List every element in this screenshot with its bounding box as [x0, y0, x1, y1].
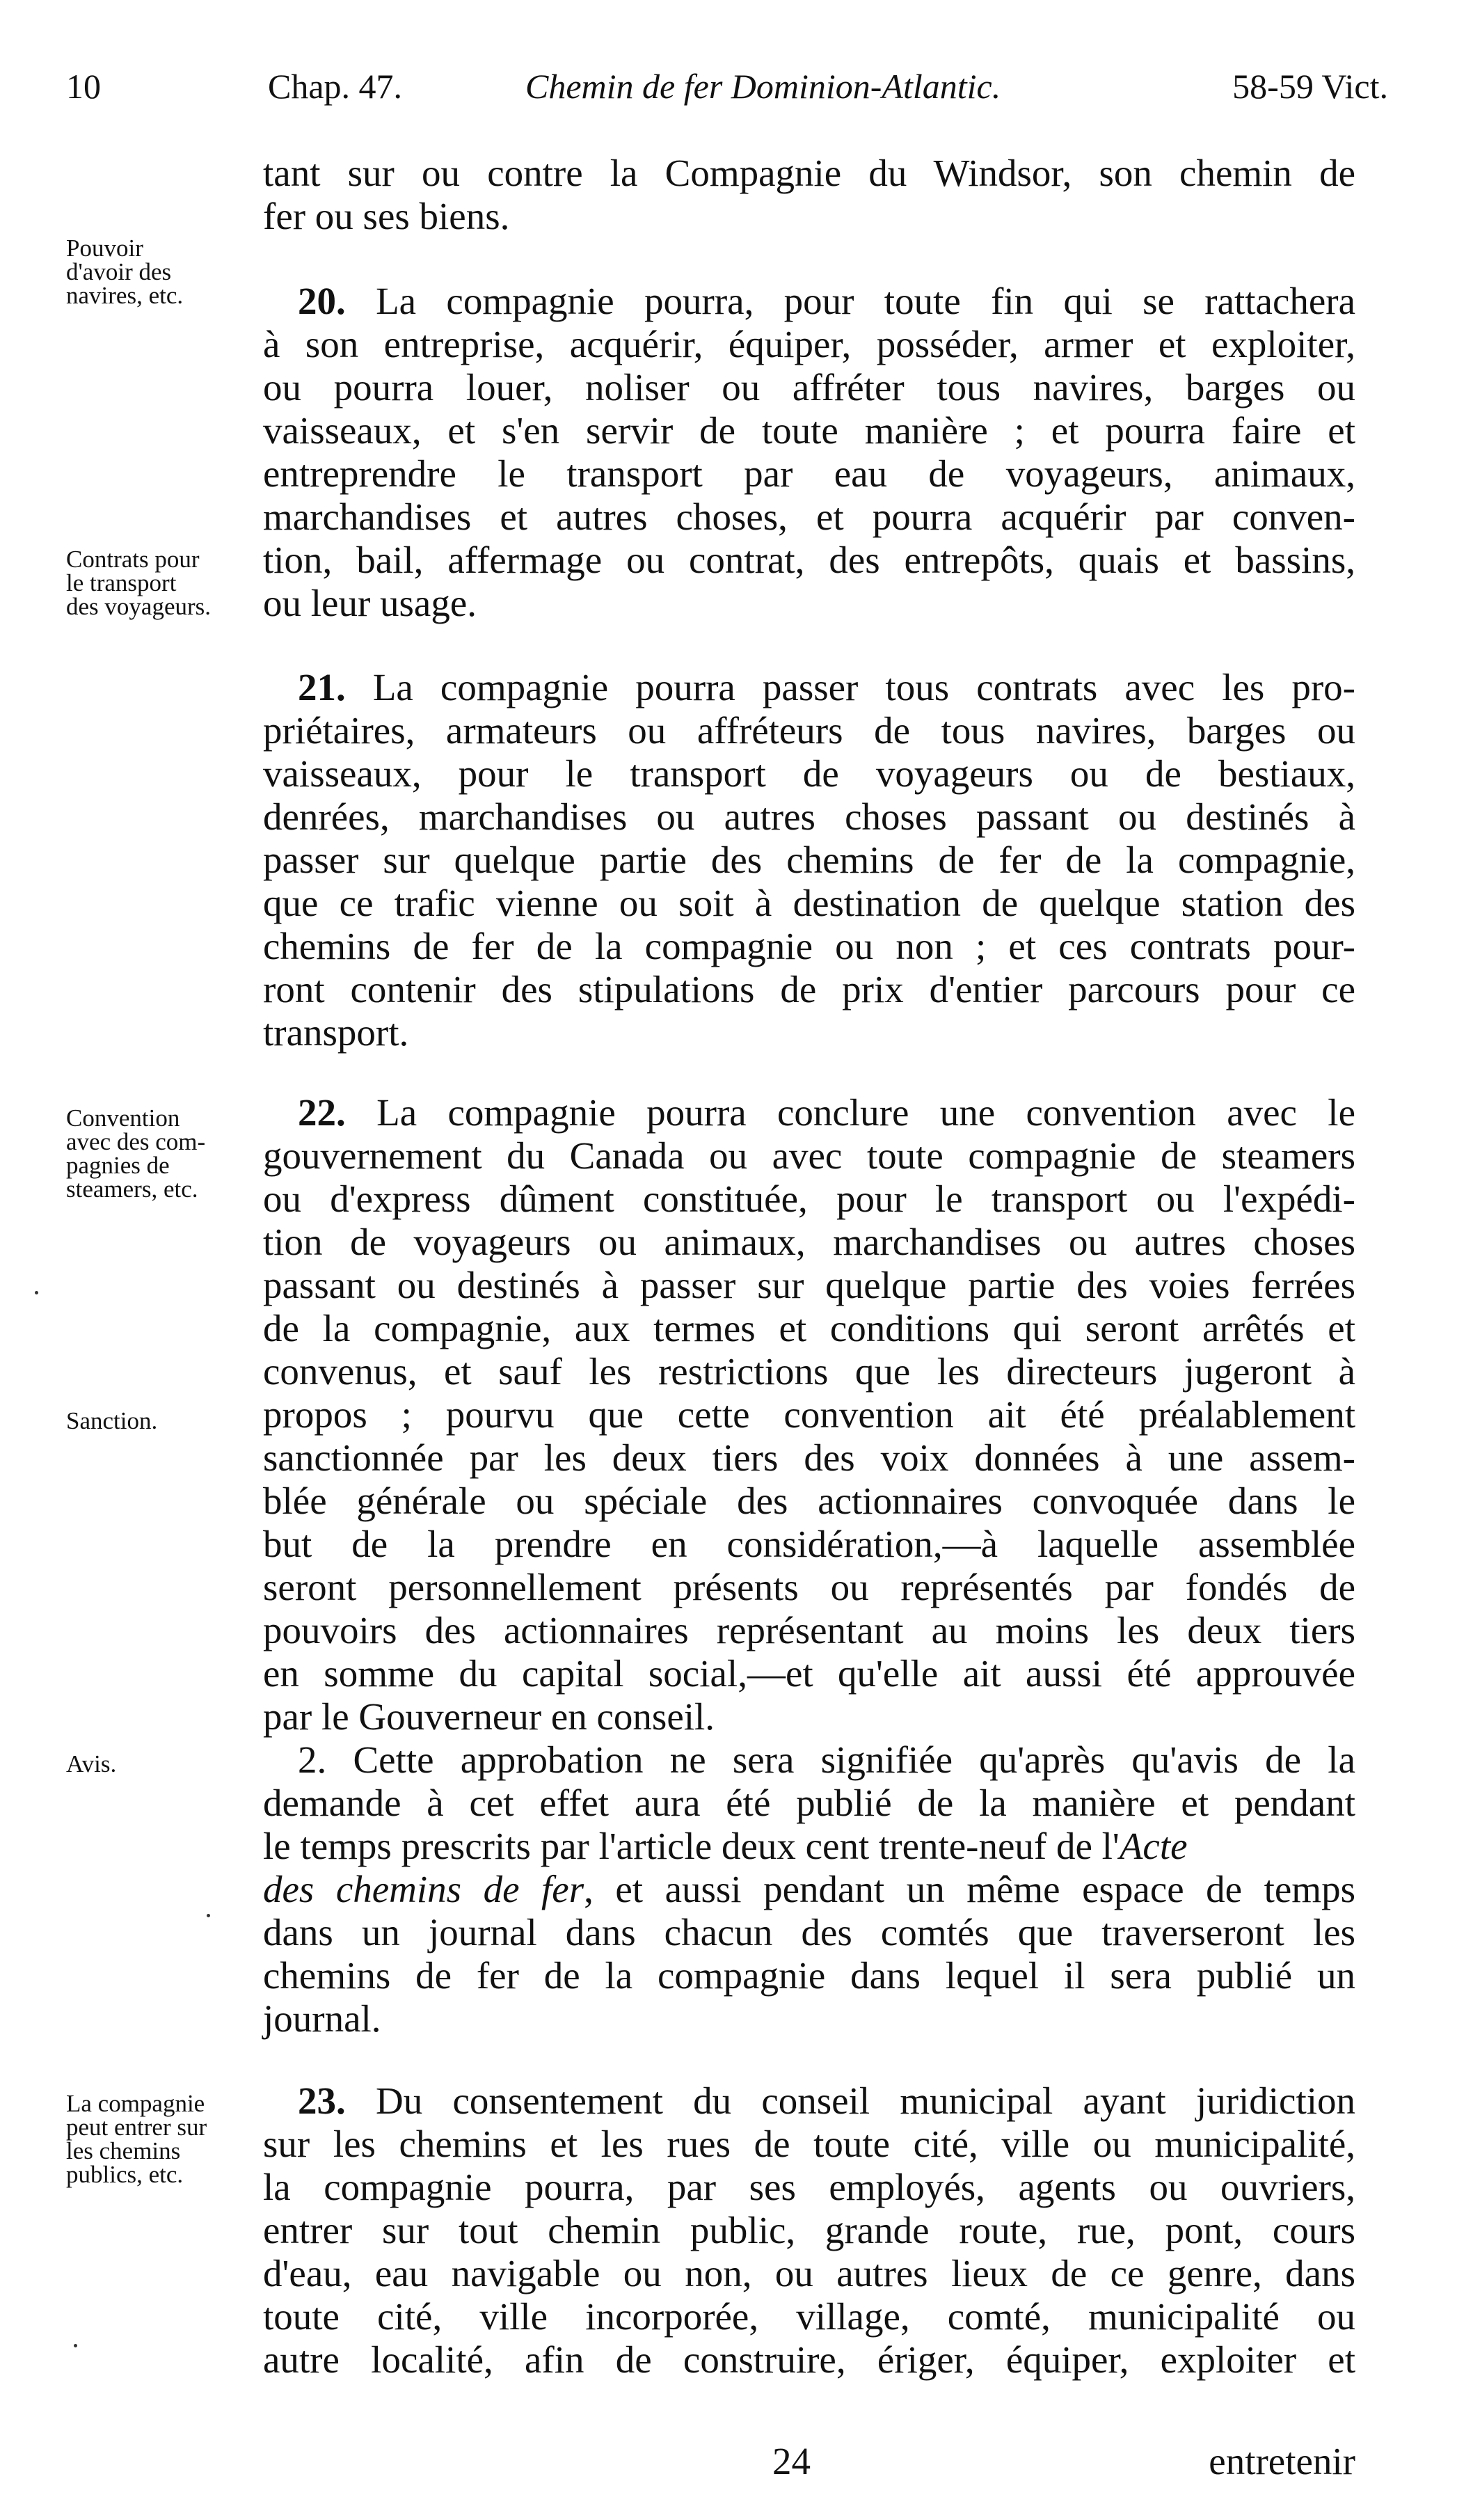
margin-note-avis — [66, 1752, 247, 1776]
section-23-first-line — [298, 2079, 1355, 2123]
text-line: en somme du capital social,—et qu'elle ait aussi été approuvée — [263, 1652, 1355, 1695]
margin-note-line: Sanction. — [66, 1407, 158, 1434]
signature-mark: 24 — [772, 2440, 811, 2482]
text-line: fer ou ses biens. — [263, 195, 510, 237]
text-line: ront contenir des stipulations de prix d'entier parcours pour ce — [263, 968, 1355, 1011]
text-line: chemins de fer de la compagnie ou non ; et ces contrats pour- — [263, 925, 1355, 967]
text-line-with-act-ref — [263, 1825, 1355, 1868]
margin-note-line: steamers, etc. — [66, 1175, 198, 1203]
text-line: journal. — [263, 1997, 381, 2040]
section-number: 22. — [298, 1091, 346, 1134]
chapter-label: Chap. 47. — [268, 67, 403, 106]
text-span: Du consentement du conseil municipal ayant juridiction — [376, 2079, 1356, 2122]
text-line: autre localité, afin de construire, ériger, équiper, exploiter et — [263, 2338, 1355, 2381]
margin-note-public-roads — [66, 2092, 247, 2187]
text-line: propos ; pourvu que cette convention ait été préalablement — [263, 1393, 1355, 1436]
text-line: vaisseaux, pour le transport de voyageurs ou de bestiaux, — [263, 752, 1355, 795]
margin-note-line: Contrats pour — [66, 546, 200, 573]
text-line: dans un journal dans chacun des comtés que traverseront les — [263, 1911, 1355, 1954]
text-line: pouvoirs des actionnaires représentant au moins les deux tiers — [263, 1609, 1355, 1651]
margin-note-line: pagnies de — [66, 1152, 170, 1179]
text-line: d'eau, eau navigable ou non, ou autres lieux de ce genre, dans — [263, 2252, 1355, 2295]
margin-note-line: les chemins — [66, 2137, 181, 2164]
section-number: 20. — [298, 280, 346, 322]
section-number: 23. — [298, 2079, 346, 2122]
margin-note-line: d'avoir des — [66, 258, 172, 285]
text-line: tion, bail, affermage ou contrat, des entrepôts, quais et bassins, — [263, 539, 1355, 581]
margin-note-sanction — [66, 1409, 247, 1433]
text-line: que ce trafic vienne ou soit à destination de quelque station des — [263, 882, 1355, 924]
text-line: sur les chemins et les rues de toute cité, ville ou municipalité, — [263, 2123, 1355, 2165]
scan-speck — [207, 1914, 210, 1917]
text-line: tion de voyageurs ou animaux, marchandises ou autres choses — [263, 1221, 1355, 1263]
text-line: but de la prendre en considération,—à laquelle assemblée — [263, 1523, 1355, 1565]
text-line: à son entreprise, acquérir, équiper, posséder, armer et exploiter, — [263, 323, 1355, 365]
text-span: La compagnie pourra, pour toute fin qui se rattachera — [376, 280, 1356, 322]
text-line: passer sur quelque partie des chemins de fer de la compagnie, — [263, 839, 1355, 881]
margin-note-line: Convention — [66, 1104, 180, 1132]
margin-note-line: La compagnie — [66, 2090, 205, 2117]
text-line-with-act-ref — [263, 1868, 1355, 1911]
text-line: sanctionnée par les deux tiers des voix données à une assem- — [263, 1436, 1355, 1479]
margin-note-contracts — [66, 548, 247, 619]
text-line: convenus, et sauf les restrictions que les directeurs jugeront à — [263, 1350, 1355, 1393]
margin-note-line: Avis. — [66, 1750, 117, 1777]
act-title: Chemin de fer Dominion-Atlantic. — [525, 67, 1001, 106]
act-reference: Acte — [1119, 1825, 1188, 1867]
text-line: de la compagnie, aux termes et conditions qui seront arrêtés et — [263, 1307, 1355, 1349]
margin-note-line: peut entrer sur — [66, 2114, 207, 2141]
text-line: seront personnellement présents ou représentés par fondés de — [263, 1566, 1355, 1608]
text-line: denrées, marchandises ou autres choses passant ou destinés à — [263, 795, 1355, 838]
text-line: passant ou destinés à passer sur quelque partie des voies ferrées — [263, 1264, 1355, 1306]
act-reference: des chemins de fer — [263, 1868, 584, 1910]
text-span: La compagnie pourra conclure une convention avec le — [376, 1091, 1355, 1134]
section-21-first-line — [298, 666, 1355, 709]
section-number: 21. — [298, 666, 346, 708]
margin-note-line: navires, etc. — [66, 282, 184, 309]
margin-note-convention — [66, 1104, 247, 1203]
text-line: ou pourra louer, noliser ou affréter tous navires, barges ou — [263, 366, 1355, 409]
text-line: tant sur ou contre la Compagnie du Windsor, son chemin de — [263, 152, 1355, 194]
text-line: entreprendre le transport par eau de voyageurs, animaux, — [263, 452, 1355, 495]
margin-note-line: Pouvoir — [66, 235, 143, 262]
text-line: gouvernement du Canada ou avec toute compagnie de steamers — [263, 1134, 1355, 1177]
text-line: chemins de fer de la compagnie dans lequel il sera publié un — [263, 1954, 1355, 1997]
page-number: 10 — [66, 67, 101, 106]
text-line: marchandises et autres choses, et pourra acquérir par conven- — [263, 496, 1355, 538]
margin-note-line: publics, etc. — [66, 2161, 184, 2188]
scan-speck — [74, 2344, 77, 2347]
running-header — [66, 66, 1388, 115]
text-span: La compagnie pourra passer tous contrats avec les pro- — [372, 666, 1355, 708]
section-22-first-line — [298, 1091, 1355, 1134]
text-line: blée générale ou spéciale des actionnaires convoquée dans le — [263, 1480, 1355, 1522]
subsection-2-first-line: 2. Cette approbation ne sera signifiée qu'après qu'avis de la — [298, 1738, 1355, 1781]
margin-note-line: le transport — [66, 569, 177, 596]
text-span: , et aussi pendant un même espace de temps — [584, 1868, 1355, 1910]
text-line: ou leur usage. — [263, 582, 477, 624]
text-line: vaisseaux, et s'en servir de toute manière ; et pourra faire et — [263, 409, 1355, 452]
text-line: entrer sur tout chemin public, grande route, rue, pont, cours — [263, 2209, 1355, 2251]
text-line: la compagnie pourra, par ses employés, agents ou ouvriers, — [263, 2166, 1355, 2208]
text-span: le temps prescrits par l'article deux cent trente-neuf de l' — [263, 1825, 1120, 1867]
text-line: toute cité, ville incorporée, village, comté, municipalité ou — [263, 2295, 1355, 2338]
text-line: par le Gouverneur en conseil. — [263, 1695, 715, 1738]
catchword: entretenir — [1209, 2440, 1355, 2482]
section-20-first-line — [298, 280, 1355, 323]
text-line: transport. — [263, 1011, 409, 1054]
margin-note-ships — [66, 237, 247, 308]
text-line: ou d'express dûment constituée, pour le transport ou l'expédi- — [263, 1178, 1355, 1220]
regnal-year: 58-59 Vict. — [1232, 67, 1388, 106]
text-line: demande à cet effet aura été publié de la manière et pendant — [263, 1782, 1355, 1824]
margin-note-line: avec des com- — [66, 1128, 206, 1155]
scan-speck — [35, 1291, 38, 1294]
margin-note-line: des voyageurs. — [66, 593, 212, 620]
text-line: priétaires, armateurs ou affréteurs de tous navires, barges ou — [263, 709, 1355, 752]
